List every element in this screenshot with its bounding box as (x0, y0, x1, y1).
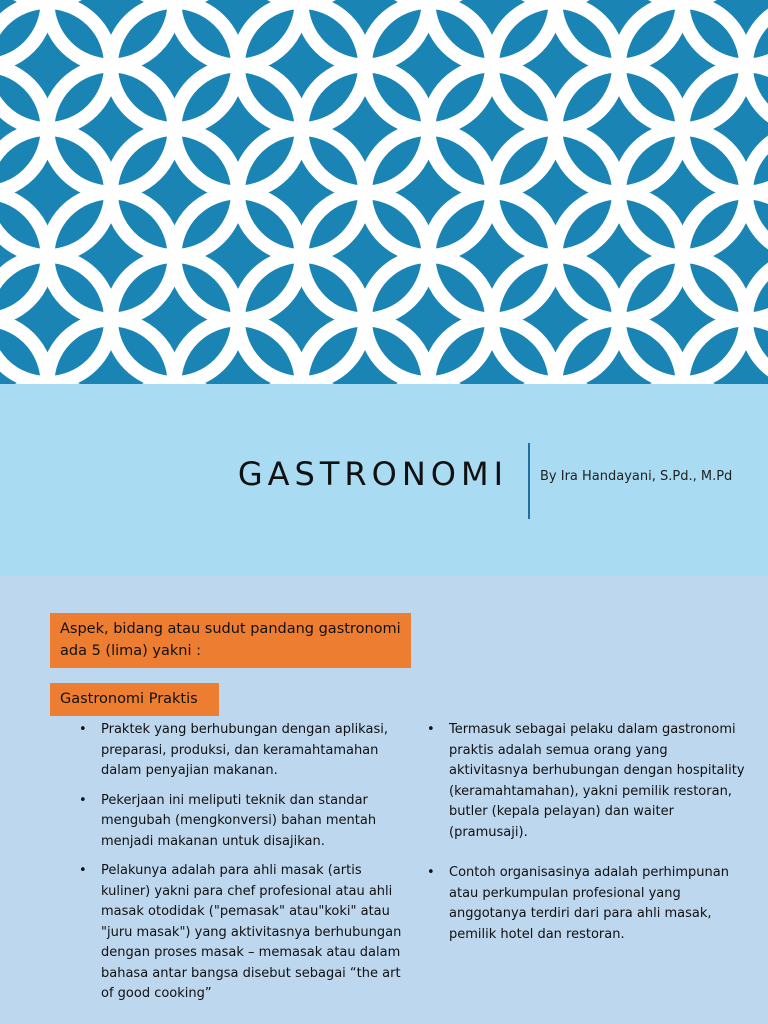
decorative-pattern-banner (0, 0, 768, 384)
bullet-icon: • (79, 863, 87, 878)
bullet-icon: • (427, 865, 435, 880)
list-item (79, 861, 411, 1005)
right-bullet-list (427, 720, 749, 965)
bullet-text: Contoh organisasinya adalah perhimpunan atau perkumpulan profesional yang anggotanya terdiri dari para ahli masak, pemilik hotel dan restoran. (449, 865, 729, 942)
list-item (79, 720, 411, 782)
bullet-icon: • (79, 792, 87, 808)
intro-callout (50, 613, 411, 668)
section-title: Gastronomi Praktis (60, 691, 198, 707)
bullet-text: Praktek yang berhubungan dengan aplikasi, preparasi, produksi, dan keramahtamahan dalam penyajian makanan. (101, 722, 388, 778)
bullet-text: Pelakunya adalah para ahli masak (artis kuliner) yakni para chef profesional atau ahli masak otodidak ("pemasak" atau"koki" atau "juru masak") yang aktivitasnya berhubungan dengan proses masak – memasak atau dalam bahasa antar bangsa disebut sebagai “the art of good cooking” (101, 863, 402, 1001)
title-divider (528, 443, 530, 519)
slide-title: GASTRONOMI (237, 455, 508, 493)
author-byline: By Ira Handayani, S.Pd., M.Pd (540, 469, 733, 484)
left-bullet-list (79, 720, 411, 1014)
bullet-icon: • (427, 722, 435, 737)
bullet-text: Termasuk sebagai pelaku dalam gastronomi praktis adalah semua orang yang aktivitasnya berhubungan dengan hospitality (keramahtamahan), yakni pemilik restoran, butler (kepala pelayan) dan waiter (pramusaji). (449, 722, 745, 840)
list-item (79, 791, 411, 853)
list-item (427, 863, 749, 945)
section-title-box (50, 683, 219, 716)
bullet-icon: • (79, 722, 87, 737)
bullet-text: Pekerjaan ini meliputi teknik dan standar mengubah (mengkonversi) bahan mentah menjadi makanan untuk disajikan. (101, 792, 377, 849)
list-item (427, 720, 749, 843)
intro-text: Aspek, bidang atau sudut pandang gastronomi ada 5 (lima) yakni : (60, 621, 401, 659)
